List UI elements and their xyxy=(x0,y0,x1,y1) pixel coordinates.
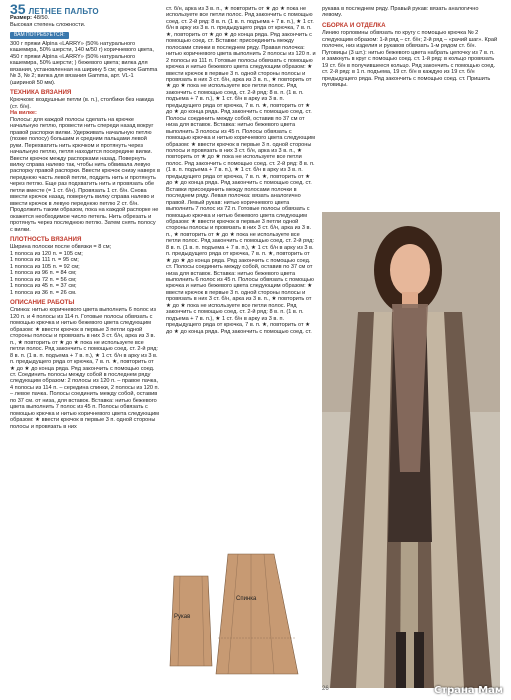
tech-crochet-text: Крючком: воздушные петли (в. п.), столбики без накида (ст. б/н). xyxy=(10,97,154,110)
back-label: Спинка xyxy=(236,596,257,602)
density-row: 1 полоса из 96 п. = 84 см; xyxy=(10,270,77,277)
pattern-number: 35 xyxy=(10,1,26,17)
density-list xyxy=(10,251,160,296)
column-left xyxy=(10,0,160,430)
col3-top-text: рукава в последнем ряду. Правый рукав: вязать аналогично левому. xyxy=(322,6,479,19)
density-row: 1 полоса из 120 п. = 105 см; xyxy=(10,250,83,257)
column-right xyxy=(322,6,498,88)
article-header xyxy=(10,1,160,17)
model-photo xyxy=(322,212,500,688)
work-text-middle: ст. б/н, арка из 3 в. п., ★ повторить от ★ до ★ пока не используете все петли полос. Ряд закончить с помощью соед. ст. 2-й ряд: 8 в. п. (1 в. п. подъема + 7 в. п.), ★ 1 ст. б/н в арку из 3 в. п. предыдущего ряда от крючка, 7 в. п. ★, повторить от ★ до ★ до конца ряда. Ряд закончить с помощью соед. ст. Вставки: присоединить между полосами спинки в последнем ряду. Правая полочка: нитью коричневого цвета выполнить 2 полосы из 120 п. и 2 полосы из 111 п. Готовые полосы обвязать с помощью крючка и нитью бежевого цвета следующим образом: ★ ввести крючок в первые 3 п. одной стороны полосы и провязать в них 3 ст. б/н, арка из 3 в. п., ★ повторить от ★ до ★ пока не используете все петли полос. Ряд закончить с помощью соед. ст. 2-й ряд: 8 в. п. (1 в. п. подъема + 7 в. п.), ★ 1 ст. б/н в арку из 3 в. п. предыдущего ряда от крючка, 7 в. п. ★, повторить от ★ до ★ до конца ряда. Ряд закончить с помощью соед. ст. Полосы соединить между собой, оставив по 37 см от низа для вставок. Вставка: нитью бежевого цвета выполнить 3 полосы из 45 п. Полосы обвязать с помощью крючка и нитью коричневого цвета следующим образом: ★ ввести крючок в первые 3 п. одной стороны полосы и провязать в них 3 ст. б/н, арка из 3 в. п., ★ повторить от ★ до ★ пока не используете все петли полос. Ряд закончить с помощью соед. ст. 2-й ряд: 8 в. п. (1 в. п. подъема + 7 в. п.), ★ 1 ст. б/н в арку из 3 в. п. предыдущего ряда от крючка, 7 в. п. ★, повторить от ★ до ★ до конца ряда. Ряд закончить с помощью соед. ст. Вставки присоединить между полосами полочки в последнем ряду. Левая полочка: вязать аналогично правой. Левый рукав: нитью коричневого цвета выполнить 7 полос из 72 п. Готовые полосы обвязать с помощью крючка и нитью бежевого цвета следующим образом: ★ ввести крючок в первые 3 петли одной стороны полосы и провязать в них 3 ст. б/н, арка из 3 в. п., ★ повторить от ★ до ★ пока не используете все петли полос. Ряд закончить с помощью соед. ст. 2-й ряд: 8 в. п. (1 в. п. подъема + 7 в. п.), ★ 1 ст. б/н в арку из 3 в. п. предыдущего ряда от крючка, 7 в. п. ★, повторить от ★ до ★ до конца ряда. Ряд закончить с помощью соед. ст. Полосы соединить между собой, оставив по 37 см от низа для вставок. Вставка: нитью бежевого цвета выполнить 6 полос из 45 п. Полосы обвязать с помощью крючка и нитью бежевого цвета следующим образом: ★ ввести крючок в первые 3 п. одной стороны полосы и провязать в них 3 ст. б/н, арка из 3 в. п., ★ повторить от ★ до ★ пока не используете все петли полос. Ряд закончить с помощью соед. ст. 2-й ряд: 8 в. п. (1 в. п. подъема + 7 в. п.), ★ 1 ст. б/н в арку из 3 в. п. предыдущего ряда от крючка, 7 в. п. ★, повторить от ★ до ★ до конца ряда. Ряд закончить с помощью соед. ст. xyxy=(166,6,316,335)
back-shape xyxy=(216,554,298,674)
sleeve-label: Рукав xyxy=(174,614,191,620)
tech-fork-text: Полосы: для каждой полосы сделать на крючке начальную петлю, провести нить спереди назад вокруг правой распорки вилки. Удерживать начальную петлю (позже полосу) большим и средним пальцами левой руки. Перехватить нить крючком и протянуть через начальную петлю, петля находится посередине вилки. Ввести крючок между распорками назад. Повернуть вилку справа налево так, чтобы нить обвивала левую распорку правой распорки. Ввести крючок снизу наверх в переднюю часть левой петли, поддеть нить и протянуть через петлю. Еще раз подхватить нить и провязать обе петли вместе (= 1 ст. б/н). Провязать 1 ст. б/н. Снова ввести крючок назад, повернуть вилку справа налево и ввести крючок в левую переднюю петлю 2 ст. б/н. Продолжить таким образом, пока на каждой распорке не окажется необходимое число петель. Нить обрезать и протянуть через последнюю петлю. Затем снять полосу с вилки. xyxy=(10,116,160,233)
tech-heading: ТЕХНИКА ВЯЗАНИЯ xyxy=(10,88,72,96)
density-intro: Ширина полоски после обвязки = 8 см; xyxy=(10,244,112,251)
materials-text: 300 г пряжи Alpina «LARRY» (50% натурального кашемира, 50% шерсти, 140 м/50 г) коричневого цвета, 450 г пряжи Alpina «LARRY» (50% натурального кашемира, 50% шерсти; ) бежевого цвета; вилка для вязания, установленная на ширину 5 см; крючок Gamma № 3, № 2; вилка для вязания Gamma, арт. VL-1 (шириной 50 мм). xyxy=(10,40,158,86)
watermark: Страна Мам xyxy=(433,685,503,696)
work-text-left: Спинка: нитью коричневого цвета выполнить 6 полос из 120 п. и 4 полосы из 114 п. Готовые полосы обвязать с помощью крючка и нитью бежевого цвета следующим образом: ★ ввести крючок в первые 3 петли одной стороны полосы и провязать в них 3 ст. б/н, арка из 3 в. п., ★ повторить от ★ до ★ пока не используете все петли полос. Ряд закончить с помощью соед. ст. 2-й ряд: 8 в. п. (1 в. п. подъема + 7 в. п.), ★ 1 ст. б/н в арку из 3 в. п. предыдущего ряда от крючка, 7 в. п. ★, повторить от ★ до ★ до конца ряда. Ряд закончить с помощью соед. ст. Соединить полосы между собой в последнем ряду следующим образом: 2 полосы из 120 п. – правое пачка, 4 полосы из 114 п. – середина спинки, 2 полосы из 120 п. – левое пачка. Полосы соединить между собой, оставив по 37 см. от низа, для вставок. Вставка: нитью бежевого цвета выполнить 7 полос из 45 п. Полосы обвязать с помощью крючка и нитью коричневого цвета следующим образом: ★ ввести крючок в первые 3 п. одной стороны полосы и провязать в них xyxy=(10,307,160,430)
density-row: 1 полоса из 105 п. = 92 см; xyxy=(10,263,80,270)
assembly-heading: СБОРКА И ОТДЕЛКА xyxy=(322,21,386,29)
column-middle xyxy=(166,6,316,542)
size-label: Размер: xyxy=(10,15,33,22)
size-value: 48/50. xyxy=(33,15,50,22)
tech-fork-label: На вилке: xyxy=(10,110,37,117)
density-row: 1 полоса из 111 п. = 95 см; xyxy=(10,257,79,264)
difficulty-text: Высокая степень сложности. xyxy=(10,21,86,28)
density-row: 1 полоса из 72 п. = 56 см; xyxy=(10,276,77,283)
pattern-title: ЛЕТНЕЕ ПАЛЬТО xyxy=(28,7,99,16)
work-heading: ОПИСАНИЕ РАБОТЫ xyxy=(10,299,75,307)
garment-schema xyxy=(166,546,316,686)
density-row: 1 полоса из 45 п. = 37 см; xyxy=(10,283,77,290)
page-number: 26 xyxy=(322,686,329,692)
need-badge: ВАМ ПОТРЕБУЕТСЯ: xyxy=(10,32,69,38)
density-row: 1 полоса из 36 п. = 26 см. xyxy=(10,289,77,296)
assembly-text: Линию горловины обвязать по кругу с помощью крючка № 2 следующим образом: 1-й ряд – ст. б/н; 2-й ряд – «рачий шаг». Край полочек, низ изделия и рукавов обвязать 1-м рядом ст. б/н. Пуговицы (3 шт.): нитью бежевого цвета набрать цепочку из 7 в. п. и замкнуть в круг с помощью соед. ст. 1-й ряд: в кольцо провязать 19 ст. б/н в получившееся кольцо. Ряд закончить с помощью соед. ст. 2-й ряд: в 1 п. подъема, 19 ст. б/н в каждую из 19 ст. б/н предыдущего ряда. Ряд закончить с помощью соед. ст. Пришить пуговицы. xyxy=(322,30,498,88)
density-heading: ПЛОТНОСТЬ ВЯЗАНИЯ xyxy=(10,235,82,243)
sleeve-shape xyxy=(170,576,212,666)
